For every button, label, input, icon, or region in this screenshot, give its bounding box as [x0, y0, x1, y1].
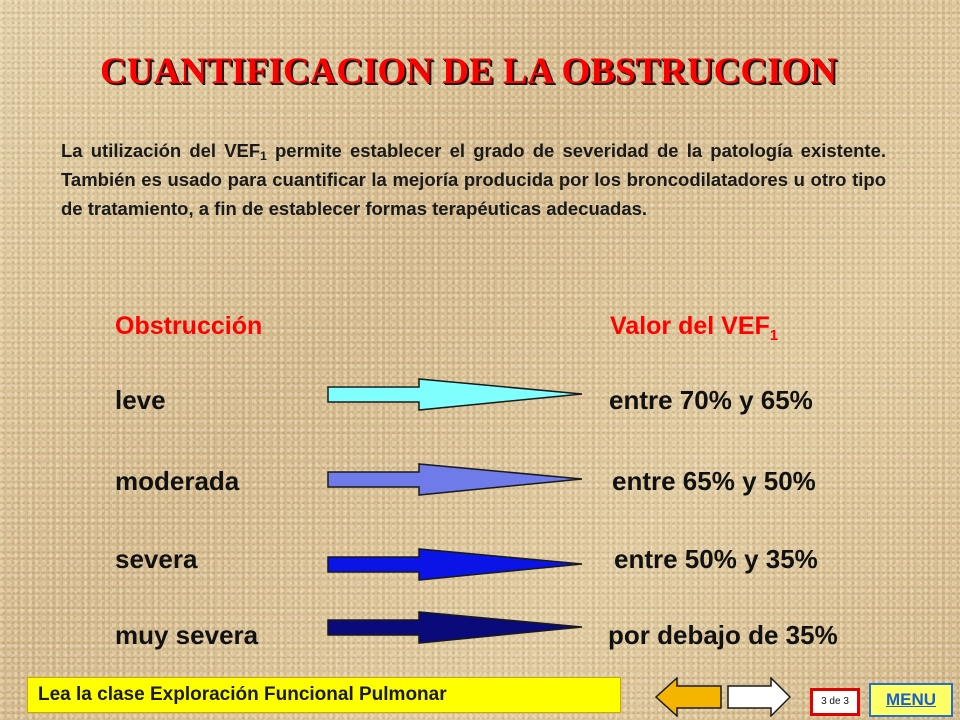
- vef-header-subscript: 1: [769, 327, 779, 344]
- intro-text-part1: La utilización del VEF: [61, 140, 261, 161]
- arrow-muy-severa-icon: [327, 611, 583, 647]
- row-value-muy-severa: por debajo de 35%: [608, 620, 838, 650]
- arrow-leve-shape: [328, 379, 582, 410]
- slide-title: CUANTIFICACION DE LA OBSTRUCCION: [100, 51, 838, 92]
- column-header-vef: [610, 312, 779, 344]
- menu-button[interactable]: [869, 683, 953, 717]
- menu-link[interactable]: MENU: [885, 690, 937, 709]
- page-indicator: 3 de 3: [810, 688, 860, 716]
- arrow-severa-icon: [327, 548, 583, 584]
- next-slide-button[interactable]: [727, 677, 791, 717]
- right-arrow-icon: [728, 678, 790, 716]
- intro-text-part2: permite establecer el grado de severidad de la patología existente. También es usado para cuantificar la mejoría producida por los broncodilatadores u otro tipo de tratamiento, a fin de establecer formas terapéuticas adecuadas.: [61, 140, 886, 219]
- row-value-moderada: entre 65% y 50%: [612, 466, 816, 496]
- row-label-severa: severa: [115, 544, 198, 574]
- intro-subscript: 1: [260, 149, 267, 163]
- row-value-leve: entre 70% y 65%: [609, 385, 813, 415]
- arrow-severa-shape: [328, 549, 582, 580]
- arrow-muy-severa-shape: [328, 612, 582, 643]
- footer-note[interactable]: Lea la clase Exploración Funcional Pulmonar: [27, 677, 621, 713]
- row-value-severa: entre 50% y 35%: [614, 544, 818, 574]
- column-header-obstruction: Obstrucción: [115, 312, 263, 340]
- row-label-muy-severa: muy severa: [115, 620, 259, 650]
- arrow-moderada-shape: [328, 464, 582, 495]
- vef-header-text: Valor del VEF: [610, 312, 770, 340]
- left-arrow-icon: [656, 678, 721, 716]
- arrow-leve-icon: [327, 378, 583, 414]
- arrow-moderada-icon: [327, 463, 583, 499]
- previous-slide-button[interactable]: [655, 677, 723, 717]
- row-label-leve: leve: [115, 385, 166, 415]
- intro-paragraph: [61, 136, 886, 223]
- row-label-moderada: moderada: [115, 466, 240, 496]
